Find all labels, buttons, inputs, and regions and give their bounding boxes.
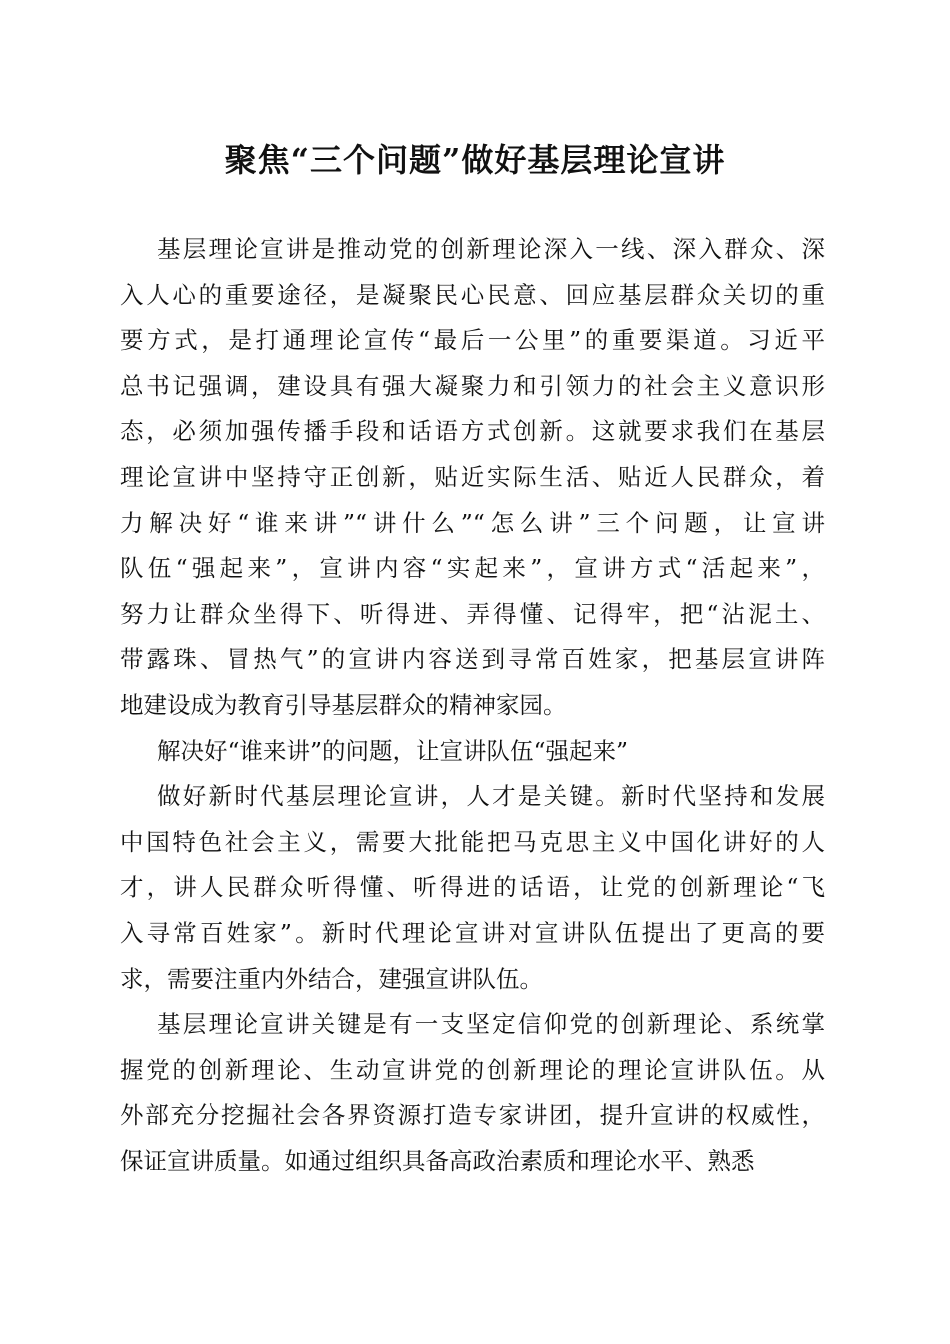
paragraph bbox=[120, 1002, 825, 1184]
paragraph bbox=[120, 227, 825, 729]
text-line: 力解决好“谁来讲”“讲什么”“怎么讲”三个问题，让宣讲 bbox=[120, 508, 825, 537]
text-line: 总书记强调，建设具有强大凝聚力和引领力的社会主义意识形 bbox=[120, 371, 825, 400]
text-line: 理论宣讲中坚持守正创新，贴近实际生活、贴近人民群众，着 bbox=[120, 462, 825, 491]
text-line: 入寻常百姓家”。新时代理论宣讲对宣讲队伍提出了更高的要 bbox=[120, 918, 825, 947]
text-line: 要方式，是打通理论宣传“最后一公里”的重要渠道。习近平 bbox=[120, 326, 825, 355]
text-line: 保证宣讲质量。如通过组织具备高政治素质和理论水平、熟悉 bbox=[120, 1146, 755, 1175]
paragraph bbox=[120, 774, 825, 1002]
text-line: 基层理论宣讲关键是有一支坚定信仰党的创新理论、系统掌 bbox=[157, 1010, 825, 1039]
text-line: 队伍“强起来”，宣讲内容“实起来”，宣讲方式“活起来”， bbox=[120, 554, 825, 583]
text-line: 带露珠、冒热气”的宣讲内容送到寻常百姓家，把基层宣讲阵 bbox=[120, 645, 825, 674]
text-line: 中国特色社会主义，需要大批能把马克思主义中国化讲好的人 bbox=[120, 827, 825, 856]
text-line: 握党的创新理论、生动宣讲党的创新理论的理论宣讲队伍。从 bbox=[120, 1055, 825, 1084]
text-line: 才，讲人民群众听得懂、听得进的话语，让党的创新理论“飞 bbox=[120, 873, 825, 902]
text-line: 努力让群众坐得下、听得进、弄得懂、记得牢，把“沾泥土、 bbox=[120, 599, 825, 628]
text-line: 地建设成为教育引导基层群众的精神家园。 bbox=[120, 690, 567, 719]
text-line: 基层理论宣讲是推动党的创新理论深入一线、深入群众、深 bbox=[157, 235, 825, 263]
text-line: 态，必须加强传播手段和话语方式创新。这就要求我们在基层 bbox=[120, 417, 825, 446]
text-line: 解决好“谁来讲”的问题，让宣讲队伍“强起来” bbox=[157, 736, 629, 765]
text-line: 做好新时代基层理论宣讲，人才是关键。新时代坚持和发展 bbox=[157, 782, 825, 811]
text-line: 外部充分挖掘社会各界资源打造专家讲团，提升宣讲的权威性， bbox=[120, 1101, 825, 1130]
document-body bbox=[120, 227, 825, 1184]
document-title: 聚焦“三个问题”做好基层理论宣讲 bbox=[224, 141, 726, 179]
text-line: 求，需要注重内外结合，建强宣讲队伍。 bbox=[120, 964, 543, 993]
paragraph bbox=[120, 729, 825, 775]
text-line: 入人心的重要途径，是凝聚民心民意、回应基层群众关切的重 bbox=[120, 280, 825, 309]
